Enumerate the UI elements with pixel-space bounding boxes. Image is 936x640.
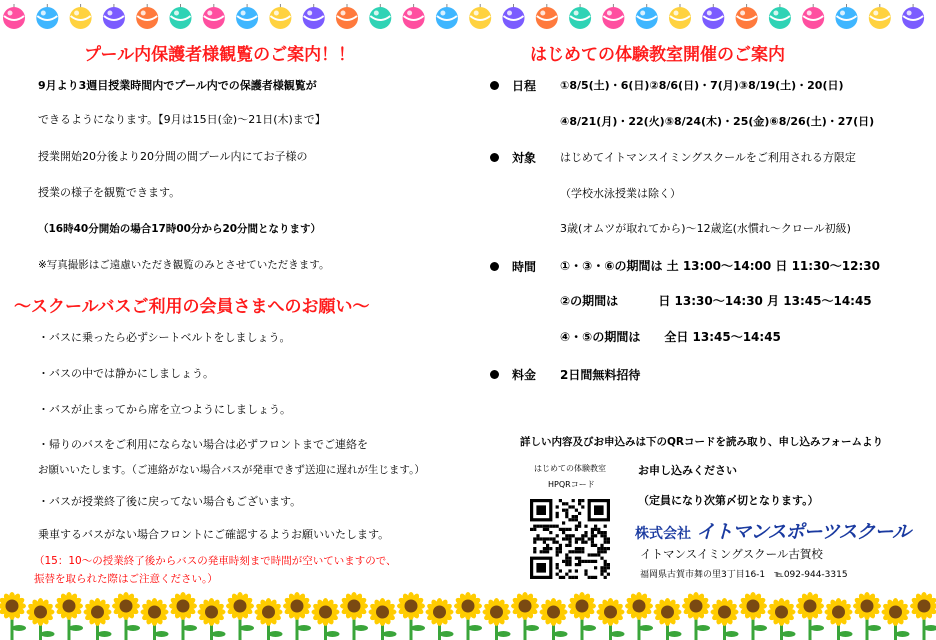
water-balloon-icon — [136, 4, 158, 29]
sunflower-icon — [283, 592, 311, 640]
limit-text: （定員になり次第〆切となります。） — [638, 494, 819, 507]
trial-class-title: はじめての体験教室開催のご案内 — [530, 45, 785, 65]
sunflower-icon — [226, 592, 254, 640]
water-balloon-icon — [170, 4, 192, 29]
bus-line-2: ・バスの中では静かにしましょう。 — [38, 367, 214, 380]
water-balloon-icon — [369, 4, 391, 29]
time-line-1: ①・③・⑥の期間は 土 13:00～14:00 日 11:30～12:30 — [560, 259, 880, 273]
water-balloon-icon — [836, 4, 858, 29]
sunflower-icon — [511, 592, 539, 640]
company-brand: イトマンスポーツスクール — [696, 521, 911, 543]
fee-value: 2日間無料招待 — [560, 368, 641, 382]
sunflower-icon — [568, 592, 596, 640]
qr-caption-2: HPQRコード — [548, 480, 595, 489]
water-balloon-icon — [303, 4, 325, 29]
water-balloon-garland-icon — [0, 0, 936, 40]
water-balloon-icon — [702, 4, 724, 29]
sunflower-icon — [597, 598, 625, 640]
target-line-1: はじめてイトマンスイミングスクールをご利用される方限定 — [560, 151, 856, 164]
water-balloon-icon — [869, 4, 891, 29]
water-balloon-icon — [602, 4, 624, 29]
bus-line-7: 乗車するバスがない場合フロントにご確認するようお願いいたします。 — [38, 528, 390, 541]
para-line-3: 授業開始20分後より20分間の間プール内にてお子様の — [38, 150, 308, 163]
bus-line-1: ・バスに乗ったら必ずシートベルトをしましょう。 — [38, 331, 291, 344]
sunflower-icon — [112, 592, 140, 640]
pool-viewing-title: プール内保護者様観覧のご案内！！ — [84, 45, 356, 65]
sunflower-icon — [27, 598, 55, 640]
sunflower-icon — [454, 592, 482, 640]
fee-label: 料金 — [512, 368, 537, 382]
water-balloon-icon — [469, 4, 491, 29]
sunflower-icon — [768, 598, 796, 640]
water-balloon-icon — [669, 4, 691, 29]
qr-code-icon[interactable] — [530, 499, 610, 579]
water-balloon-icon — [736, 4, 758, 29]
bullet-icon — [490, 153, 499, 162]
school-name: イトマンスイミングスクール古賀校 — [640, 547, 823, 561]
sunflower-icon — [910, 592, 936, 640]
company-logo — [635, 517, 910, 544]
sunflower-icon — [654, 598, 682, 640]
bus-line-3: ・バスが止まってから席を立つようにしましょう。 — [38, 403, 291, 416]
school-address: 福岡県古賀市舞の里3丁目16-1 ℡092-944-3315 — [640, 570, 848, 580]
target-label: 対象 — [512, 151, 537, 165]
water-balloon-icon — [236, 4, 258, 29]
bus-line-6: ・バスが授業終了後に戻ってない場合もございます。 — [38, 495, 302, 508]
para-line-1: 9月より3週目授業時間内でプール内での保護者様観覧が — [38, 79, 317, 92]
water-balloon-icon — [569, 4, 591, 29]
schedule-label: 日程 — [512, 79, 537, 93]
sunflower-icon — [825, 598, 853, 640]
schedule-line-1: ①8/5(土)・6(日)②8/6(日)・7(月)③8/19(土)・20(日) — [560, 79, 844, 92]
sunflower-icon — [0, 592, 26, 640]
sunflower-icon — [55, 592, 83, 640]
sunflower-icon — [853, 592, 881, 640]
target-line-2: （学校水泳授業は除く） — [560, 187, 681, 200]
sunflower-icon — [739, 592, 767, 640]
sunflower-icon — [796, 592, 824, 640]
water-balloon-icon — [203, 4, 225, 29]
sunflower-icon — [483, 598, 511, 640]
para-line-4: 授業の様子を観覧できます。 — [38, 186, 181, 199]
sunflower-icon — [141, 598, 169, 640]
sunflower-icon — [340, 592, 368, 640]
sunflower-icon — [625, 592, 653, 640]
sunflower-icon — [369, 598, 397, 640]
bullet-icon — [490, 262, 499, 271]
sunflower-icon — [711, 598, 739, 640]
sunflower-icon — [84, 598, 112, 640]
water-balloon-icon — [436, 4, 458, 29]
water-balloon-icon — [70, 4, 92, 29]
para-line-6: ※写真撮影はご遠慮いただき観覧のみとさせていただきます。 — [38, 259, 330, 271]
water-balloon-icon — [802, 4, 824, 29]
note-line-2: 振替を取られた際はご注意ください。） — [34, 573, 218, 585]
sunflower-icon — [312, 598, 340, 640]
sunflower-icon — [682, 592, 710, 640]
note-line-1: （15：10～の授業終了後からバスの発車時刻まで時間が空いていますので、 — [34, 555, 397, 567]
water-balloon-icon — [269, 4, 291, 29]
sunflower-icon — [397, 592, 425, 640]
time-line-2: ②の期間は 日 13:30～14:30 月 13:45～14:45 — [560, 294, 872, 308]
sunflower-border-icon — [0, 580, 936, 640]
water-balloon-icon — [902, 4, 924, 29]
time-line-3: ④・⑤の期間は 全日 13:45～14:45 — [560, 330, 781, 344]
bullet-icon — [490, 370, 499, 379]
sunflower-icon — [169, 592, 197, 640]
water-balloon-icon — [3, 4, 25, 29]
bus-line-5: お願いいたします。（ご連絡がない場合バスが発車できず送迎に遅れが生じます。） — [38, 464, 425, 476]
bullet-icon — [490, 81, 499, 90]
sunflower-icon — [198, 598, 226, 640]
sunflower-icon — [540, 598, 568, 640]
water-balloon-icon — [403, 4, 425, 29]
para-line-2: できるようになります。【9月は15日(金)～21日(木)まで】 — [38, 113, 326, 126]
sunflower-icon — [882, 598, 910, 640]
apply-text: お申し込みください — [638, 464, 737, 477]
qr-caption-1: はじめての体験教室 — [534, 464, 606, 473]
qr-instruction: 詳しい内容及びお申込みは下のQRコードを読み取り、申し込みフォームより — [520, 436, 883, 448]
bus-line-4: ・帰りのバスをご利用にならない場合は必ずフロントまでご連絡を — [38, 438, 368, 451]
para-line-5: （16時40分開始の場合17時00分から20分間となります） — [38, 223, 322, 235]
water-balloon-icon — [536, 4, 558, 29]
schedule-line-2: ④8/21(月)・22(火)⑤8/24(木)・25(金)⑥8/26(土)・27(日) — [560, 115, 875, 128]
target-line-3: 3歳(オムツが取れてから)～12歳迄(水慣れ～クロール初級) — [560, 222, 851, 235]
sunflower-icon — [255, 598, 283, 640]
water-balloon-icon — [336, 4, 358, 29]
sunflower-icon — [426, 598, 454, 640]
water-balloon-icon — [503, 4, 525, 29]
school-bus-title: ～スクールバスご利用の会員さまへのお願い～ — [14, 297, 370, 317]
company-prefix: 株式会社 — [635, 526, 691, 542]
water-balloon-icon — [636, 4, 658, 29]
water-balloon-icon — [769, 4, 791, 29]
water-balloon-icon — [103, 4, 125, 29]
water-balloon-icon — [36, 4, 58, 29]
time-label: 時間 — [512, 260, 537, 274]
